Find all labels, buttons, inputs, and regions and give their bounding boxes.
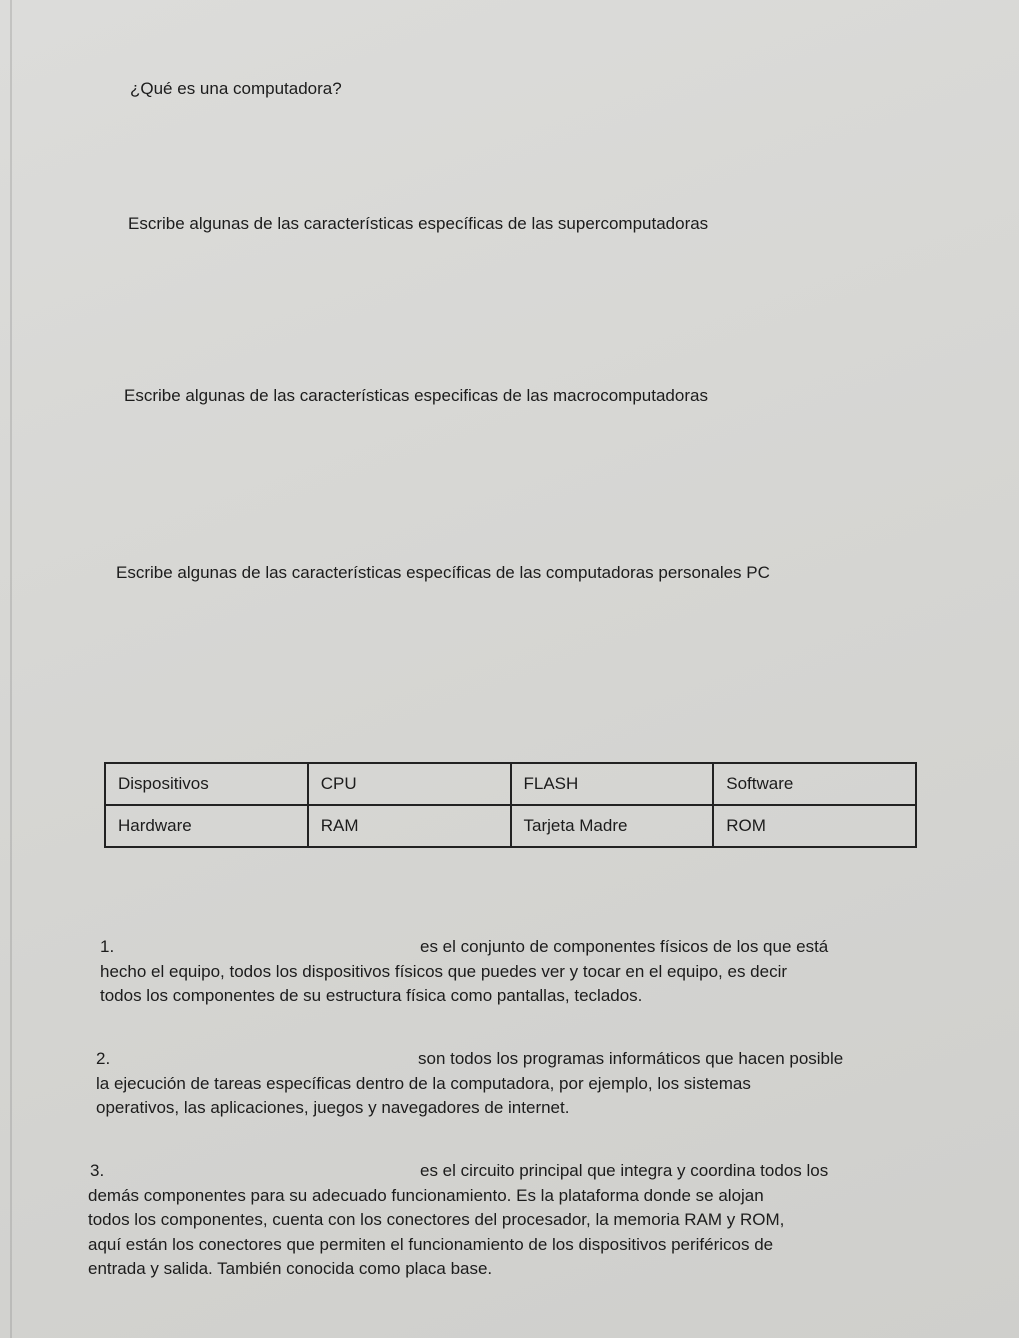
item-line: hecho el equipo, todos los dispositivos físicos que puedes ver y tocar en el equipo, es decir: [100, 961, 788, 981]
question-mainframes: Escribe algunas de las características especificas de las macrocomputadoras: [124, 386, 708, 405]
page-edge: [10, 0, 12, 1338]
word-bank-row: [105, 763, 916, 805]
item-number: 2.: [96, 1049, 111, 1068]
word-bank-table: [104, 762, 917, 848]
item-first-line: es el circuito principal que integra y coordina todos los: [420, 1161, 829, 1180]
word-bank-cell: CPU: [308, 763, 511, 805]
item-line: todos los componentes, cuenta con los conectores del procesador, la memoria RAM y ROM,: [88, 1210, 785, 1229]
word-bank-cell: Tarjeta Madre: [511, 805, 714, 847]
item-3: [88, 1159, 933, 1282]
item-2: [96, 1047, 930, 1121]
question-computer: ¿Qué es una computadora?: [130, 79, 342, 98]
word-bank-cell: RAM: [308, 805, 511, 847]
item-line: entrada y salida. También conocida como placa base.: [88, 1259, 493, 1278]
item-line: la ejecución de tareas específicas dentro de la computadora, por ejemplo, los sistemas: [96, 1073, 751, 1093]
item-line: demás componentes para su adecuado funcionamiento. Es la plataforma donde se alojan: [88, 1185, 764, 1205]
word-bank-cell: FLASH: [511, 763, 714, 805]
question-personal-computers: Escribe algunas de las características específicas de las computadoras personales PC: [116, 563, 770, 582]
item-number: 1.: [100, 937, 115, 956]
item-line: operativos, las aplicaciones, juegos y navegadores de internet.: [96, 1098, 570, 1117]
question-supercomputers: Escribe algunas de las características específicas de las supercomputadoras: [128, 214, 709, 233]
item-1: [100, 935, 930, 1009]
word-bank-row: [105, 805, 916, 847]
word-bank-cell: Software: [713, 763, 916, 805]
item-line: aquí están los conectores que permiten el funcionamiento de los dispositivos periféricos de: [88, 1234, 774, 1254]
word-bank-cell: Dispositivos: [105, 763, 308, 805]
item-number: 3.: [90, 1161, 105, 1180]
word-bank-cell: ROM: [713, 805, 916, 847]
item-line: todos los componentes de su estructura física como pantallas, teclados.: [100, 986, 643, 1005]
item-first-line: es el conjunto de componentes físicos de los que está: [420, 937, 829, 956]
word-bank-cell: Hardware: [105, 805, 308, 847]
item-first-line: son todos los programas informáticos que hacen posible: [418, 1049, 844, 1068]
